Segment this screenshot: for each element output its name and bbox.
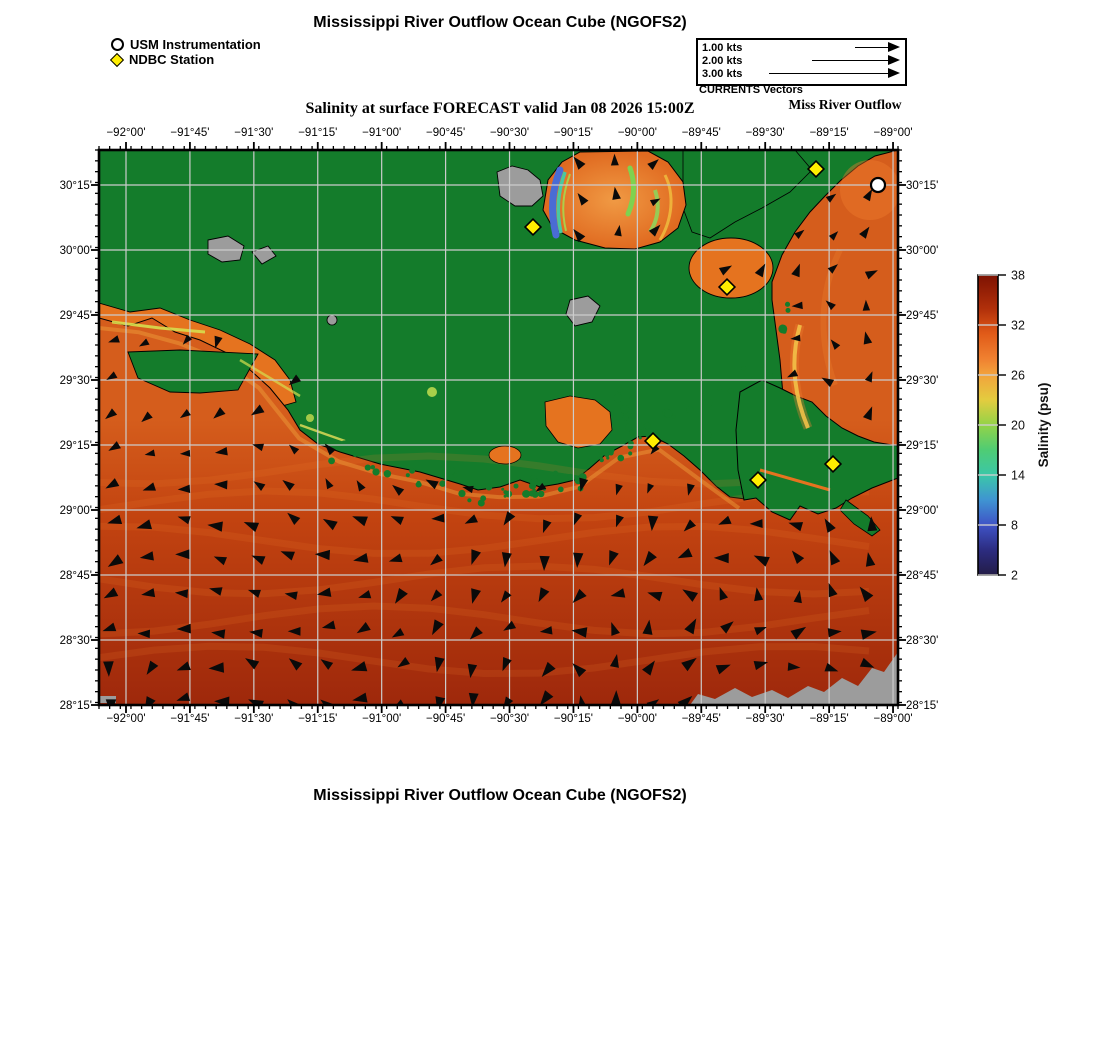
marsh-speck [613,394,622,403]
lat-tick-label: 29°00' [906,505,939,517]
marsh-speck [478,500,485,507]
marker-legend-label: USM Instrumentation [130,37,261,52]
vector-speed-label: 2.00 kts [702,54,743,67]
lon-tick-label: −90°15' [553,127,593,139]
marsh-speck [620,405,629,414]
marsh-speck [741,366,746,371]
region-label: Miss River Outflow [788,97,902,112]
marsh-speck [664,409,672,417]
marsh-speck [353,453,357,457]
marsh-speck [625,424,632,431]
lon-tick-label: −90°30' [489,713,530,725]
marsh-speck [633,429,638,434]
marsh-speck [501,488,504,491]
marsh-speck [629,395,635,401]
lon-tick-label: −90°00' [617,127,657,139]
lat-tick-label: 29°30' [59,375,92,387]
salinity-patch [840,160,900,220]
marsh-speck [728,388,734,394]
currents-vector-legend-title: CURRENTS Vectors [699,84,803,96]
marsh-speck [514,484,519,489]
marsh-speck [628,451,632,455]
lat-tick-label: 29°15' [59,440,92,452]
lon-tick-label: −90°30' [489,127,530,139]
lon-tick-label: −90°15' [553,713,593,725]
marsh-speck [760,298,766,304]
lon-tick-label: −91°00' [362,713,402,725]
marsh-speck [686,406,693,413]
marsh-speck [609,448,614,453]
marsh-speck [522,490,530,498]
lat-tick-label: 28°45' [59,570,92,582]
map-area [99,150,900,715]
lat-tick-label: 28°15' [906,700,939,712]
lon-tick-label: −91°00' [362,127,402,139]
marsh-speck [416,482,422,488]
vector-speed-label: 3.00 kts [702,67,743,80]
lon-tick-label: −89°00' [873,127,913,139]
colorbar-tick-label: 2 [1011,568,1018,583]
lon-tick-label: −89°45' [681,127,721,139]
lon-tick-label: −91°15' [298,713,338,725]
lat-tick-label: 30°15' [906,180,939,192]
marsh-speck [761,364,765,368]
lon-tick-label: −89°30' [745,127,785,139]
marsh-speck [538,491,545,498]
marsh-speck [478,485,481,488]
marsh-speck [598,454,603,459]
lat-tick-label: 28°15' [59,700,92,712]
lat-tick-label: 29°30' [906,375,939,387]
colorbar [978,269,1051,583]
lat-tick-label: 28°30' [906,635,939,647]
lon-tick-label: −91°15' [298,127,338,139]
marsh-speck [644,422,651,429]
lon-tick-label: −89°15' [809,127,849,139]
marsh-speck [786,308,791,313]
marsh-speck [532,491,539,498]
lon-tick-label: −90°45' [426,127,466,139]
marsh-speck [372,468,379,475]
marsh-speck [704,431,711,438]
plot-subtitle: Salinity at surface FORECAST valid Jan 08 2026 15:00Z [305,100,695,117]
marsh-speck [604,452,609,457]
marsh-speck [768,372,773,377]
marsh-speck [751,377,756,382]
lat-tick-label: 28°45' [906,570,939,582]
gray-island [327,315,337,325]
footer-title: Mississippi River Outflow Ocean Cube (NGOFS2) [313,787,687,804]
lat-tick-label: 29°15' [906,440,939,452]
marsh-speck [365,464,371,470]
marsh-speck [630,413,636,419]
lon-tick-label: −89°45' [681,713,721,725]
marsh-speck [453,474,457,478]
lon-tick-label: −90°45' [426,713,466,725]
marsh-speck [639,436,642,439]
marsh-speck [406,473,410,477]
marsh-speck [439,480,445,486]
marsh-speck [340,440,348,448]
colorbar-tick-label: 8 [1011,518,1018,533]
page-title: Mississippi River Outflow Ocean Cube (NGOFS2) [313,14,687,31]
marsh-speck [598,450,602,454]
colorbar-tick-label: 20 [1011,418,1025,433]
marsh-speck [558,487,564,493]
marsh-speck [371,465,375,469]
marsh-speck [409,468,415,474]
lon-tick-label: −92°00' [106,127,146,139]
lon-tick-label: −89°30' [745,713,785,725]
marsh-speck [553,471,559,477]
lon-tick-label: −90°00' [617,713,657,725]
marsh-speck [617,455,624,462]
lon-tick-label: −91°30' [234,127,274,139]
usm-station-marker [871,178,885,192]
lon-tick-label: −91°45' [170,127,210,139]
lon-tick-label: −91°30' [234,713,274,725]
lat-tick-label: 30°00' [906,245,939,257]
colorbar-axis-label: Salinity (psu) [1036,382,1051,468]
marsh-speck [617,387,623,393]
marsh-speck [717,385,722,390]
marsh-speck [328,458,335,465]
lon-tick-label: −92°00' [106,713,146,725]
colorbar-tick-label: 38 [1011,268,1025,283]
colorbar-tick-label: 14 [1011,468,1025,483]
marsh-speck [785,302,790,307]
marsh-speck [778,324,787,333]
marker-legend-label: NDBC Station [129,52,215,67]
marsh-speck [531,478,539,486]
salinity-accent [306,414,314,422]
salinity-accent [427,387,437,397]
lat-tick-label: 29°00' [59,505,92,517]
lon-tick-label: −91°45' [170,713,210,725]
marsh-speck [704,399,713,408]
marsh-speck [490,477,495,482]
marsh-speck [699,386,707,394]
bay-water [489,446,521,464]
marsh-speck [643,377,650,384]
marsh-speck [622,415,628,421]
marsh-speck [384,470,391,477]
vector-speed-label: 1.00 kts [702,41,743,54]
lat-tick-label: 28°30' [59,635,92,647]
marsh-speck [458,490,465,497]
marsh-speck [505,491,512,498]
colorbar-tick-label: 26 [1011,368,1025,383]
lat-tick-label: 30°00' [59,245,92,257]
lat-tick-label: 29°45' [59,310,92,322]
lon-tick-label: −89°00' [873,713,913,725]
marsh-speck [628,443,634,449]
marsh-speck [467,498,471,502]
lat-tick-label: 30°15' [59,180,92,192]
lat-tick-label: 29°45' [906,310,939,322]
marsh-speck [486,484,493,491]
marsh-speck [532,489,535,492]
lon-tick-label: −89°15' [809,713,849,725]
marsh-speck [672,415,676,419]
colorbar-tick-label: 32 [1011,318,1025,333]
